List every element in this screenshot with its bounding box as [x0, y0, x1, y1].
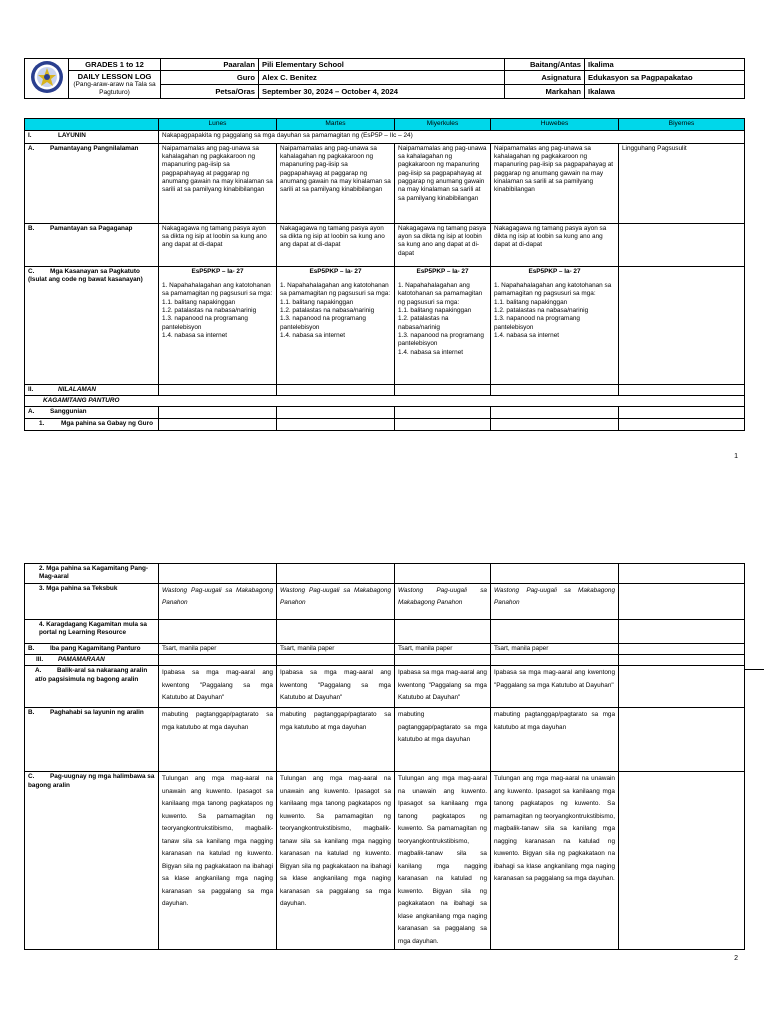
kagamitan-row — [25, 395, 745, 406]
rowB-lunes: Tsart, manila paper — [159, 643, 277, 654]
sanggunian-biyernes — [619, 407, 745, 418]
nilalaman-biyernes — [619, 384, 745, 395]
pag-uugnay-title: Pag-uugnay ng mga halimbawa sa bagong aralin — [28, 773, 155, 789]
teksbuk-biyernes — [619, 583, 745, 619]
teacher-label: Guro — [161, 71, 259, 85]
competency-intro: 1. Napahahalagahan ang katotohanan sa pamamagitan ng pagsusuri sa mga: — [280, 281, 391, 298]
paghahabi-miyerkules: mabuting pagtanggap/pagtarato sa mga katutubo at mga dayuhan — [395, 708, 491, 772]
paghahabi-martes: mabuting pagtanggap/pagtarato sa mga katutubo at mga dayuhan — [277, 708, 395, 772]
paghahabi-row — [25, 708, 745, 772]
nilalaman-huwebes — [491, 384, 619, 395]
rowB-martes: Tsart, manila paper — [277, 643, 395, 654]
row4-biyernes — [619, 619, 745, 643]
lesson-log-header — [24, 58, 745, 99]
gabay-label — [25, 418, 159, 430]
gabay-title: Mga pahina sa Gabay ng Guro — [61, 419, 153, 427]
balik-aral-num: A. — [35, 667, 42, 675]
kasanayan-row — [25, 266, 745, 384]
competency-item: 1.4. nabasa sa internet — [398, 348, 464, 356]
balik-aral-huwebes: Ipabasa sa mga mag-aaral ang kwentong "Paggalang sa mga Katutubo at Dayuhan" — [491, 666, 619, 708]
row4-lunes — [159, 619, 277, 643]
kagamitan-label: KAGAMITANG PANTURO — [25, 395, 745, 406]
sanggunian-row — [25, 407, 745, 418]
competency-item: 1.3. napanood na programang pantelebisyon — [280, 315, 366, 331]
row-c-biyernes — [619, 266, 745, 384]
row-a-num: A. — [28, 144, 35, 152]
competency-item: 1.4. nabasa sa internet — [494, 331, 560, 339]
row-a-lunes: Naipamamalas ang pag-unawa sa kahalagahan ng pagkakaroon ng mapanuring pag-iisip sa pagpapahayag at paggarap ng anumang gawain na may kinalaman sa sarili at sa pamilyang kinabibilangan — [159, 143, 277, 223]
gabay-biyernes — [619, 418, 745, 430]
day-header-martes: Martes — [277, 119, 395, 131]
competency-item: 1.2. patalastas na nabasa/narinig — [280, 306, 375, 314]
competency-intro: 1. Napahahalagahan ang katotohanan sa pamamagitan ng pagsusuri sa mga: — [398, 281, 483, 306]
pamamaraan-miyerkules — [395, 654, 491, 665]
nilalaman-num: II. — [28, 385, 34, 393]
sanggunian-title: Sanggunian — [50, 408, 87, 416]
balik-aral-lunes: Ipabasa sa mga mag-aaral ang kwentong "Paggalang sa mga Katutubo at Dayuhan" — [159, 666, 277, 708]
row-c-lunes — [159, 266, 277, 384]
rowB-miyerkules: Tsart, manila paper — [395, 643, 491, 654]
pamamaraan-title: PAMAMARAAN — [58, 655, 105, 663]
row-b-title: Pamantayan sa Pagaganap — [50, 224, 133, 232]
competency-item: 1.1. balitang napakinggan — [398, 306, 472, 314]
nilalaman-miyerkules — [395, 384, 491, 395]
paghahabi-label — [25, 708, 159, 772]
balik-aral-title: Balik-aral sa nakaraang aralin at/o pagsisimula ng bagong aralin — [35, 667, 148, 683]
competency-item: 1.2. patalastas na nabasa/narinig — [494, 306, 589, 314]
day-header-row — [25, 119, 745, 131]
rowB-num: B. — [28, 644, 35, 652]
quarter-label: Markahan — [505, 85, 585, 99]
paghahabi-huwebes: mabuting pagtanggap/pagtarato sa mga katutubo at mga dayuhan — [491, 708, 619, 772]
row4-huwebes — [491, 619, 619, 643]
gabay-num: 1. — [39, 419, 45, 427]
pamantayan-sa-pagaganap-row — [25, 223, 745, 266]
balik-aral-martes: Ipabasa sa mga mag-aaral ang kwentong "Paggalang sa mga Katutubo at Dayuhan" — [277, 666, 395, 708]
day-header-blank — [25, 119, 159, 131]
iba-pang-kagamitan-row — [25, 643, 745, 654]
lesson-table-page-2 — [24, 563, 745, 950]
date-label: Petsa/Oras — [161, 85, 259, 99]
kagamitang-pang-mag-aaral-row — [25, 564, 745, 584]
competency-code: EsP5PKP – Ia- 27 — [528, 267, 581, 275]
competency-code: EsP5PKP – Ia- 27 — [309, 267, 362, 275]
row-c-miyerkules — [395, 266, 491, 384]
layunin-row — [25, 130, 745, 143]
date-value: September 30, 2024 – October 4, 2024 — [259, 85, 505, 99]
row-a-miyerkules: Naipamamalas ang pag-unawa sa kahalagahan ng pagkakaroon ng mapanuring pag-iisip sa pagpapahayag at paggarap ng anumang gawain na may kinalaman sa sarili at sa pamilyang kinabibilangan — [395, 143, 491, 223]
row2-label: 2. Mga pahina sa Kagamitang Pang-Mag-aaral — [25, 564, 159, 584]
pamamaraan-huwebes — [491, 654, 619, 665]
day-header-huwebes: Huwebes — [491, 119, 619, 131]
sanggunian-huwebes — [491, 407, 619, 418]
sanggunian-num: A. — [28, 408, 35, 416]
day-header-biyernes: Biyernes — [619, 119, 745, 131]
row-b-martes: Nakagagawa ng tamang pasya ayon sa dikta ng isip at loobin sa kung ano ang dapat at di-dapat — [277, 223, 395, 266]
learning-resource-row — [25, 619, 745, 643]
pag-uugnay-biyernes — [619, 772, 745, 950]
balik-aral-row — [25, 666, 745, 708]
competency-item: 1.1. balitang napakinggan — [280, 298, 354, 306]
competency-item: 1.4. nabasa sa internet — [162, 331, 228, 339]
row2-miyerkules — [395, 564, 491, 584]
nilalaman-label — [25, 384, 159, 395]
competency-code: EsP5PKP – Ia- 27 — [416, 267, 469, 275]
dll-title-cell — [69, 71, 161, 99]
gabay-lunes — [159, 418, 277, 430]
teksbuk-miyerkules: Wastong Pag-uugali sa Makabagong Panahon — [395, 583, 491, 619]
layunin-num: I. — [28, 131, 32, 139]
pamamaraan-biyernes — [619, 654, 745, 665]
row-a-biyernes: Lingguhang Pagsusulit — [619, 143, 745, 223]
row-c-martes — [277, 266, 395, 384]
competency-item: 1.2. patalastas na nabasa/narinig — [162, 306, 257, 314]
paghahabi-biyernes — [619, 708, 745, 772]
teksbuk-lunes: Wastong Pag-uugali sa Makabagong Panahon — [159, 583, 277, 619]
layunin-text: Nakapagpapakita ng paggalang sa mga dayuhan sa pamamagitan ng (EsP5P – IIc – 24) — [159, 130, 745, 143]
day-header-miyerkules: Miyerkules — [395, 119, 491, 131]
row-a-title: Pamantayang Pangnilalaman — [50, 144, 139, 152]
pag-uugnay-num: C. — [28, 773, 35, 781]
dll-title: DAILY LESSON LOG — [77, 72, 152, 82]
gabay-miyerkules — [395, 418, 491, 430]
nilalaman-lunes — [159, 384, 277, 395]
rowB-title: Iba pang Kagamitang Panturo — [50, 644, 141, 652]
rowB-label — [25, 643, 159, 654]
nilalaman-row — [25, 384, 745, 395]
row-b-miyerkules: Nakagagawa ng tamang pasya ayon sa dikta ng isip at loobin sa kung ano ang dapat at di-dapat — [395, 223, 491, 266]
pag-uugnay-lunes: Tulungan ang mga mag-aaral na unawain ang kuwento. Ipasagot sa kanilaang mga tanong pagkatapos ng kuwento. Sa pamamagitan ng teoryangkontrukstibismo, magbalik-tanaw sila sa kanilang mga nagging karanasan na katulad ng kuwento. Bigyan sila ng pagkakataon na ibahagi sa klase angkanilang mga naging karanasan sa paggalang sa mga dayuhan. — [159, 772, 277, 950]
gabay-huwebes — [491, 418, 619, 430]
row-b-biyernes — [619, 223, 745, 266]
pag-uugnay-row — [25, 772, 745, 950]
school-value: Pili Elementary School — [259, 59, 505, 71]
subject-value: Edukasyon sa Pagpapakatao — [585, 71, 745, 85]
balik-aral-label — [25, 666, 159, 708]
pag-uugnay-label — [25, 772, 159, 950]
teksbuk-martes: Wastong Pag-uugali sa Makabagong Panahon — [277, 583, 395, 619]
pag-uugnay-martes: Tulungan ang mga mag-aaral na unawain ang kuwento. Ipasagot sa kanilaang mga tanong pagkatapos ng kuwento. Sa pamamagitan ng teoryangkontrukstibismo, magbalik-tanaw sila sa kanilang mga nagging karanasan na katulad ng kuwento. Bigyan sila ng pagkakataon na ibahagi sa klase angkanilang mga naging karanasan sa paggalang sa mga dayuhan. — [277, 772, 395, 950]
competency-item: 1.2. patalastas na nabasa/narinig — [398, 315, 449, 331]
row2-martes — [277, 564, 395, 584]
competency-intro: 1. Napahahalagahan ang katotohanan sa pamamagitan ng pagsusuri sa mga: — [162, 281, 273, 298]
rowB-huwebes: Tsart, manila paper — [491, 643, 619, 654]
page-number-1: 1 — [734, 453, 738, 460]
pamamaraan-lunes — [159, 654, 277, 665]
row-c-label — [25, 266, 159, 384]
grade-title: GRADES 1 to 12 — [69, 59, 161, 71]
layunin-label — [25, 130, 159, 143]
paghahabi-num: B. — [28, 709, 35, 717]
row2-huwebes — [491, 564, 619, 584]
pamantayang-pangnilalaman-row — [25, 143, 745, 223]
grade-level-label: Baitang/Antas — [505, 59, 585, 71]
paghahabi-title: Paghahabi sa layunin ng aralin — [50, 709, 144, 717]
row-a-martes: Naipamamalas ang pag-unawa sa kahalagahan ng pagkakaroon ng mapanuring pag-iisip sa pagpapahayag at paggarap ng anumang gawain na may kinalaman sa sarili at sa pamilyang kinabibilangan — [277, 143, 395, 223]
competency-intro: 1. Napahahalagahan ang katotohanan sa pamamagitan ng pagsusuri sa mga: — [494, 281, 612, 298]
pag-uugnay-huwebes: Tulungan ang mga mag-aaral na unawain ang kuwento. Ipasagot sa kanilaang mga tanong pagkatapos ng kuwento. Sa pamamagitan ng teoryangkontrukstibismo, magbalik-tanaw sila sa kanilang mga nagging karanasan na katulad ng kuwento. Bigyan sila ng pagkakataon na ibahagi sa klase angkanilang mga naging karanasan sa paggalang sa mga dayuhan. — [491, 772, 619, 950]
balik-aral-miyerkules: Ipabasa sa mga mag-aaral ang kwentong "Paggalang sa mga Katutubo at Dayuhan" — [395, 666, 491, 708]
row-b-label — [25, 223, 159, 266]
row2-lunes — [159, 564, 277, 584]
competency-item: 1.3. napanood na programang pantelebisyon — [494, 315, 580, 331]
row2-biyernes — [619, 564, 745, 584]
sanggunian-martes — [277, 407, 395, 418]
competency-item: 1.3. napanood na programang pantelebisyon — [162, 315, 248, 331]
row-a-label — [25, 143, 159, 223]
paghahabi-lunes: mabuting pagtanggap/pagtarato sa mga katutubo at mga dayuhan — [159, 708, 277, 772]
page-1 — [0, 0, 768, 470]
nilalaman-title: NILALAMAN — [58, 385, 96, 393]
row3-label: 3. Mga pahina sa Teksbuk — [25, 583, 159, 619]
competency-item: 1.1. balitang napakinggan — [162, 298, 236, 306]
competency-item: 1.3. napanood na programang pantelebisyon — [398, 331, 484, 348]
rowB-biyernes — [619, 643, 745, 654]
row-c-num: C. — [28, 267, 35, 275]
row4-label: 4. Karagdagang Kagamitan mula sa portal ng Learning Resource — [25, 619, 159, 643]
subject-label: Asignatura — [505, 71, 585, 85]
teksbuk-huwebes: Wastong Pag-uugali sa Makabagong Panahon — [491, 583, 619, 619]
row-c-huwebes — [491, 266, 619, 384]
day-header-lunes: Lunes — [159, 119, 277, 131]
deped-seal-icon — [30, 60, 64, 94]
row4-martes — [277, 619, 395, 643]
page-2 — [0, 540, 768, 1024]
row-c-title: Mga Kasanayan sa Pagkatuto (Isulat ang code ng bawat kasanayan) — [28, 267, 143, 283]
pamamaraan-martes — [277, 654, 395, 665]
dll-subtitle: (Pang-araw-araw na Tala sa Pagtuturo) — [73, 81, 156, 97]
layunin-title: LAYUNIN — [58, 131, 86, 139]
teacher-value: Alex C. Benitez — [259, 71, 505, 85]
gabay-guro-row — [25, 418, 745, 430]
nilalaman-martes — [277, 384, 395, 395]
extended-rule — [744, 669, 764, 670]
gabay-martes — [277, 418, 395, 430]
pamamaraan-row — [25, 654, 745, 665]
grade-level-value: Ikalima — [585, 59, 745, 71]
teksbuk-row — [25, 583, 745, 619]
deped-seal-cell — [25, 59, 69, 99]
row-b-huwebes: Nakagagawa ng tamang pasya ayon sa dikta ng isip at loobin sa kung ano ang dapat at di-dapat — [491, 223, 619, 266]
pamamaraan-label — [25, 654, 159, 665]
competency-item: 1.1. balitang napakinggan — [494, 298, 568, 306]
sanggunian-lunes — [159, 407, 277, 418]
row-b-lunes: Nakagagawa ng tamang pasya ayon sa dikta ng isip at loobin sa kung ano ang dapat at di-dapat — [159, 223, 277, 266]
competency-item: 1.4. nabasa sa internet — [280, 331, 346, 339]
sanggunian-label — [25, 407, 159, 418]
sanggunian-miyerkules — [395, 407, 491, 418]
competency-code: EsP5PKP – Ia- 27 — [191, 267, 244, 275]
page-number-2: 2 — [734, 955, 738, 962]
pamamaraan-num: III. — [36, 655, 44, 663]
lesson-table-page-1 — [24, 118, 745, 431]
page-gap — [0, 470, 768, 540]
quarter-value: Ikalawa — [585, 85, 745, 99]
school-label: Paaralan — [161, 59, 259, 71]
row4-miyerkules — [395, 619, 491, 643]
row-b-num: B. — [28, 224, 35, 232]
row-a-huwebes: Naipamamalas ang pag-unawa sa kahalagahan ng pagkakaroon ng mapanuring pag-iisip sa pagpapahayag at paggarap ng anumang gawain na may kinalaman sa sarili at sa pamilyang kinabibilangan — [491, 143, 619, 223]
balik-aral-biyernes — [619, 666, 745, 708]
pag-uugnay-miyerkules: Tulungan ang mga mag-aaral na unawain ang kuwento. Ipasagot sa kanilaang mga tanong pagkatapos ng kuwento. Sa pamamagitan ng teoryangkontrukstibismo, magbalik-tanaw sila sa kanilang mga nagging karanasan na katulad ng kuwento. Bigyan sila ng pagkakataon na ibahagi sa klase angkanilang mga naging karanasan sa paggalang sa mga dayuhan. — [395, 772, 491, 950]
